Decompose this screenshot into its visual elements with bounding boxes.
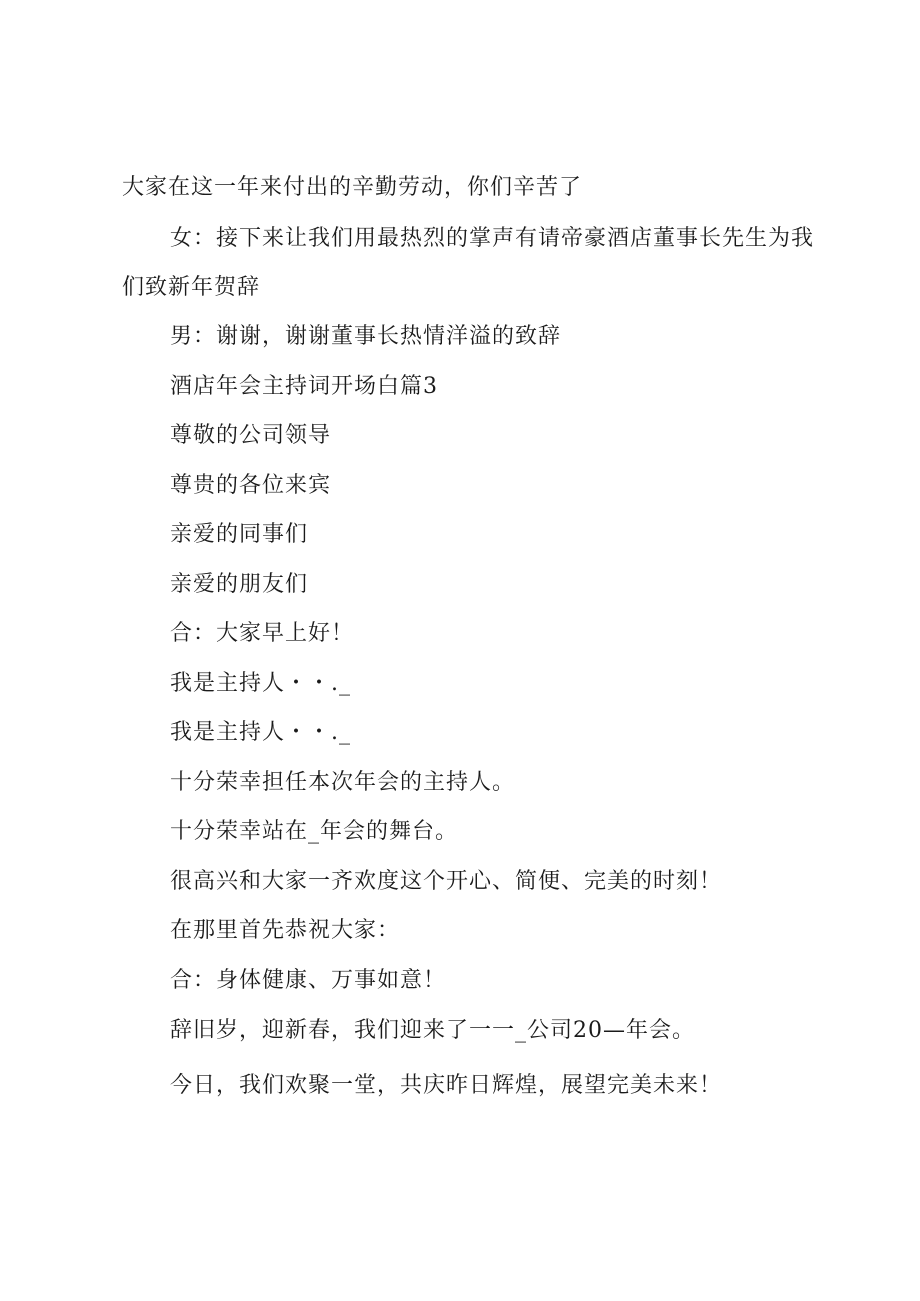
- paragraph-line: 十分荣幸站在_年会的舞台。: [170, 819, 459, 844]
- paragraph-line: 我是主持人・・._: [170, 720, 351, 745]
- paragraph-line: 辞旧岁，迎新春，我们迎来了一一_公司20—年会。: [170, 1018, 695, 1043]
- paragraph-line: 在那里首先恭祝大家：: [170, 918, 401, 943]
- paragraph-line: 很高兴和大家一齐欢度这个开心、简便、完美的时刻！: [170, 869, 723, 894]
- paragraph-line: 亲爱的朋友们: [170, 572, 309, 597]
- paragraph-line: 十分荣幸担任本次年会的主持人。: [170, 770, 516, 795]
- paragraph-line: 女：接下来让我们用最热烈的掌声有请帝豪酒店董事长先生为我: [170, 226, 815, 251]
- paragraph-line: 们致新年贺辞: [122, 275, 261, 300]
- paragraph-line: 亲爱的同事们: [170, 522, 309, 547]
- paragraph-line: 尊贵的各位来宾: [170, 473, 332, 498]
- section-heading: 酒店年会主持词开场白篇3: [170, 374, 438, 399]
- paragraph-line: 今日，我们欢聚一堂，共庆昨日辉煌，展望完美未来！: [170, 1073, 723, 1098]
- paragraph-line: 合：身体健康、万事如意！: [170, 968, 447, 993]
- paragraph-line: 尊敬的公司领导: [170, 423, 332, 448]
- paragraph-line: 大家在这一年来付出的辛勤劳动，你们辛苦了: [122, 175, 583, 200]
- paragraph-line: 合：大家早上好！: [170, 621, 355, 646]
- paragraph-line: 男：谢谢，谢谢董事长热情洋溢的致辞: [170, 324, 562, 349]
- paragraph-line: 我是主持人・・._: [170, 671, 351, 696]
